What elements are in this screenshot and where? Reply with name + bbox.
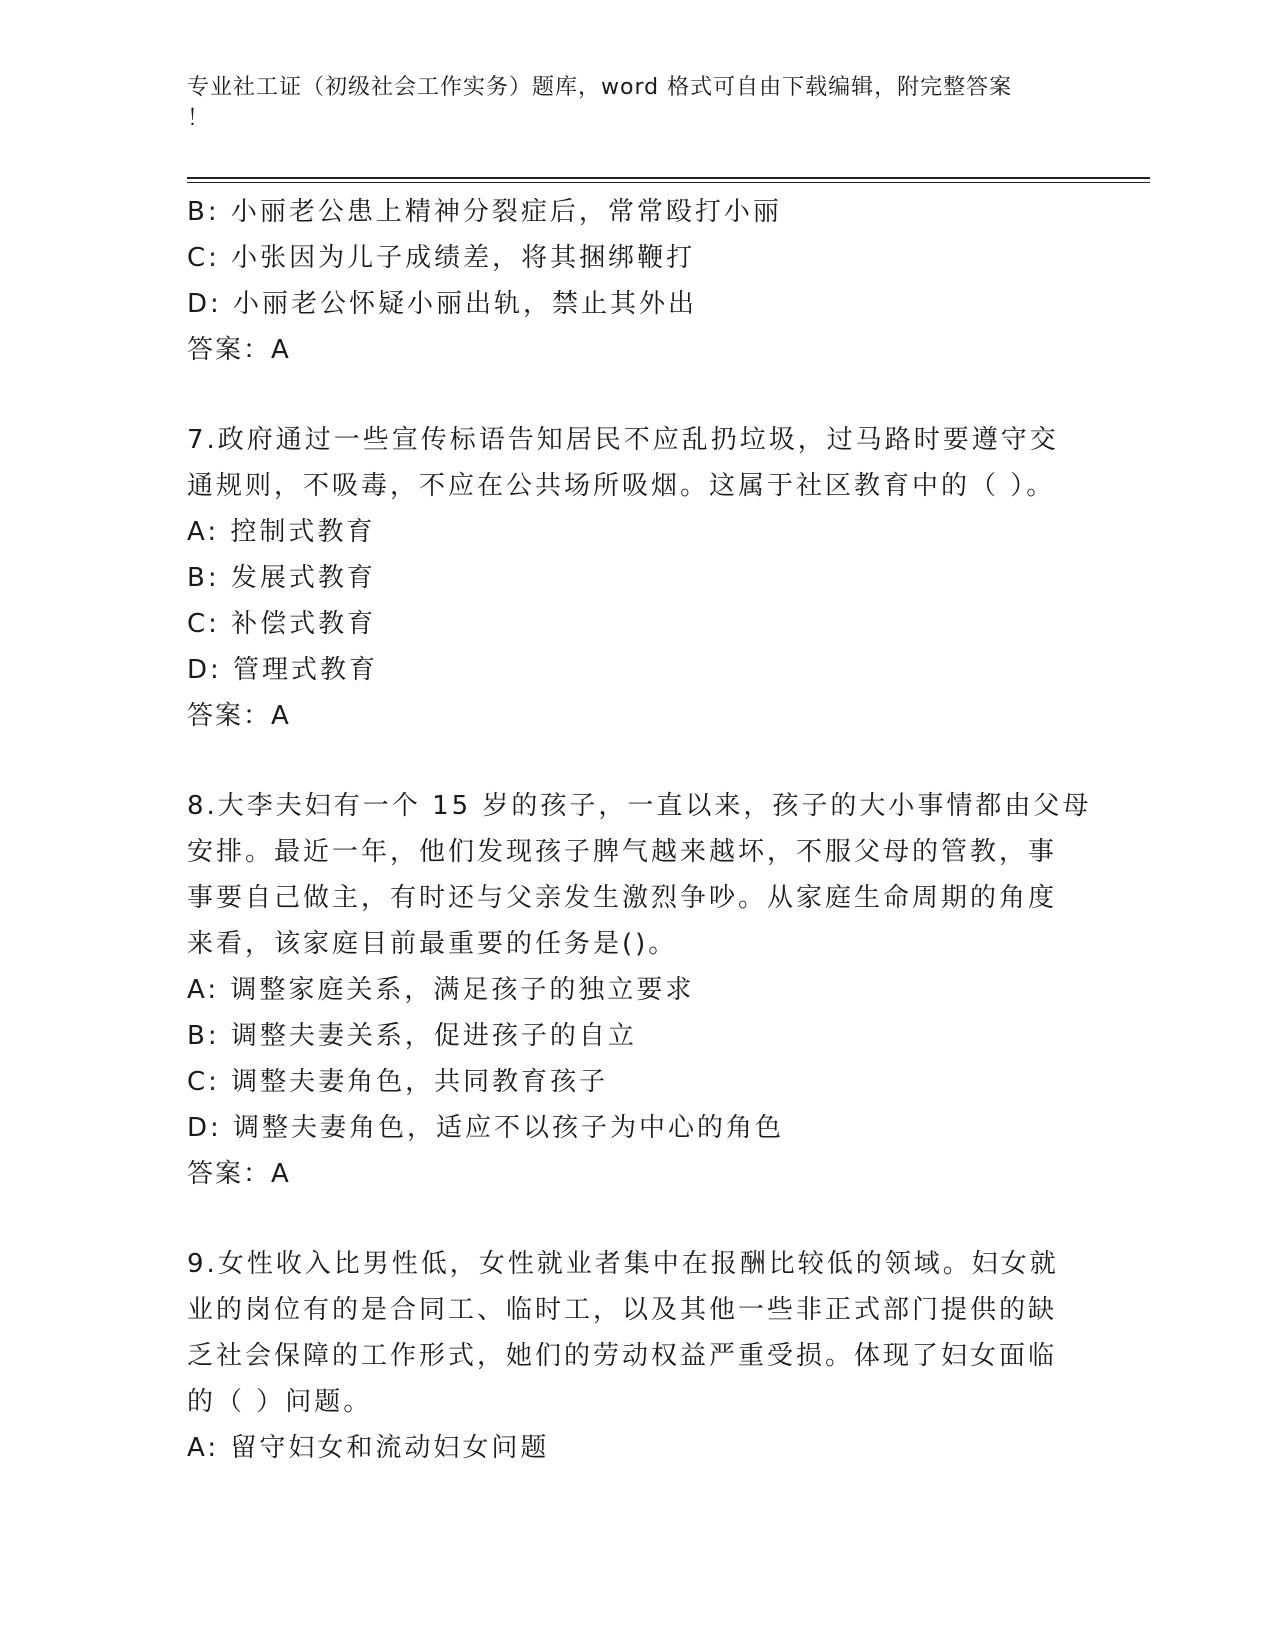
option-c: C: 补偿式教育 (187, 609, 377, 639)
header-title-continuation: ！ (187, 106, 211, 131)
question-7 (187, 417, 1087, 739)
question-stem-line: 9.女性收入比男性低，女性就业者集中在报酬比较低的领域。妇女就 (187, 1249, 1059, 1279)
page-header (187, 72, 1067, 134)
option-a: A: 控制式教育 (187, 517, 376, 547)
option-a: A: 调整家庭关系，满足孩子的独立要求 (187, 975, 695, 1005)
question-spacer (187, 1197, 1087, 1241)
question-8 (187, 783, 1092, 1197)
question-spacer (187, 739, 1087, 783)
question-stem-line: 安排。最近一年，他们发现孩子脾气越来越坏，不服父母的管教，事 (187, 837, 1058, 867)
option-c: C: 小张因为儿子成绩差，将其捆绑鞭打 (187, 243, 696, 273)
question-stem-line: 业的岗位有的是合同工、临时工，以及其他一些非正式部门提供的缺 (187, 1295, 1058, 1325)
question-6-continued (187, 189, 1087, 373)
question-stem-line: 7.政府通过一些宣传标语告知居民不应乱扔垃圾，过马路时要遵守交 (187, 425, 1059, 455)
option-b: B: 小丽老公患上精神分裂症后，常常殴打小丽 (187, 197, 782, 227)
header-divider-thin (187, 182, 1150, 183)
answer-line: 答案：A (187, 1159, 291, 1189)
option-b: B: 调整夫妻关系，促进孩子的自立 (187, 1021, 637, 1051)
option-b: B: 发展式教育 (187, 563, 376, 593)
question-stem-line: 事要自己做主，有时还与父亲发生激烈争吵。从家庭生命周期的角度 (187, 883, 1058, 913)
option-d: D: 管理式教育 (187, 655, 379, 685)
header-title: 专业社工证（初级社会工作实务）题库，word 格式可自由下载编辑，附完整答案 (187, 75, 1013, 100)
option-c: C: 调整夫妻角色，共同教育孩子 (187, 1067, 609, 1097)
question-spacer (187, 373, 1087, 417)
header-divider-thick (187, 177, 1150, 179)
option-a: A: 留守妇女和流动妇女问题 (187, 1433, 550, 1463)
question-stem-line: 乏社会保障的工作形式，她们的劳动权益严重受损。体现了妇女面临 (187, 1341, 1058, 1371)
question-stem-line: 来看，该家庭目前最重要的任务是()。 (187, 929, 678, 959)
option-d: D: 小丽老公怀疑小丽出轨，禁止其外出 (187, 289, 698, 319)
question-9 (187, 1241, 1087, 1471)
question-stem-line: 的（ ）问题。 (187, 1387, 373, 1417)
question-stem-line: 8.大李夫妇有一个 15 岁的孩子，一直以来，孩子的大小事情都由父母 (187, 791, 1092, 821)
question-list (187, 189, 1092, 1471)
answer-line: 答案：A (187, 701, 291, 731)
question-stem-line: 通规则，不吸毒，不应在公共场所吸烟。这属于社区教育中的（ ）。 (187, 471, 1056, 501)
option-d: D: 调整夫妻角色，适应不以孩子为中心的角色 (187, 1113, 785, 1143)
answer-line: 答案：A (187, 335, 291, 365)
